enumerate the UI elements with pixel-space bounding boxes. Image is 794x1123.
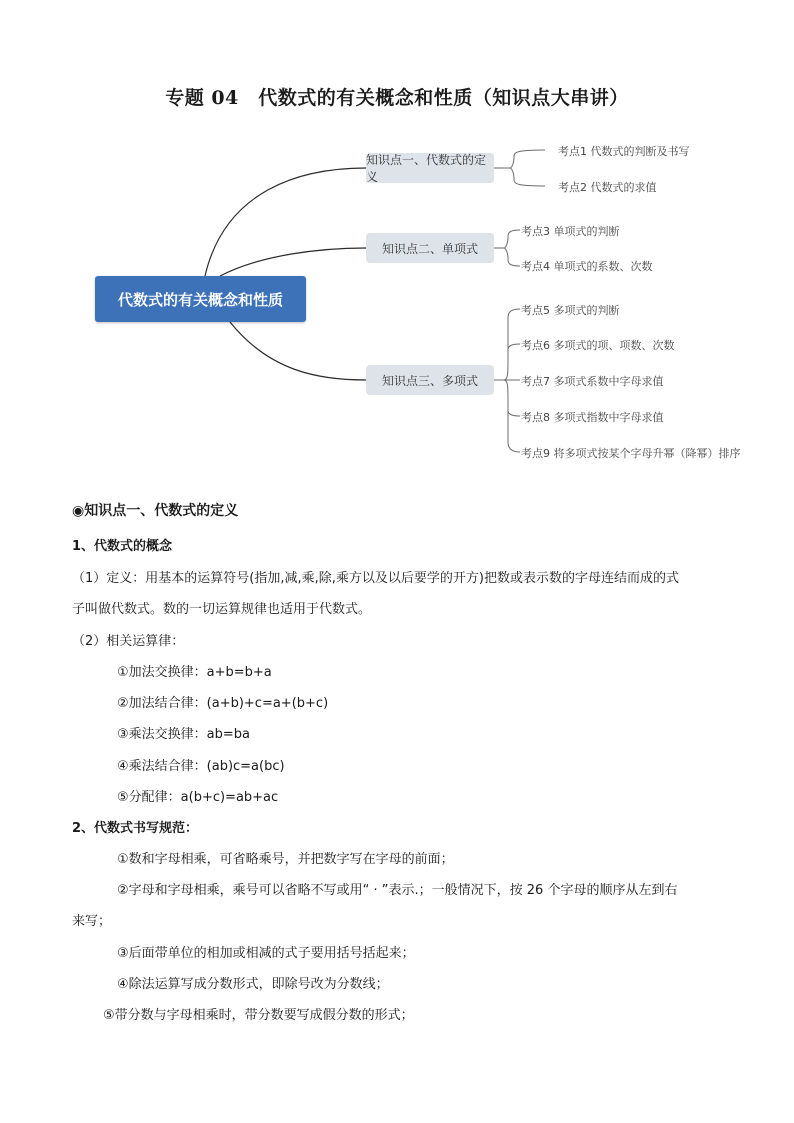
definition-line-2: 子叫做代数式。数的一切运算规律也适用于代数式。 bbox=[72, 602, 372, 617]
subsection-heading: 2、代数式书写规范： bbox=[72, 821, 199, 836]
mindmap-leaf: 考点5 多项式的判断 bbox=[521, 304, 620, 317]
mindmap-leaf: 考点6 多项式的项、项数、次数 bbox=[521, 339, 675, 352]
law-item: ④乘法结合律：(ab)c=a(bc) bbox=[117, 759, 285, 774]
rule-item: ②字母和字母相乘，乘号可以省略不写或用“ · ”表示.；一般情况下，按 26 个字母的顺序从左到右 bbox=[117, 883, 678, 898]
law-item: ③乘法交换律：ab=ba bbox=[117, 727, 250, 742]
connector-root-branch1 bbox=[205, 168, 366, 276]
rule-item-continuation: 来写； bbox=[72, 914, 112, 929]
rule-item: ④除法运算写成分数形式，即除号改为分数线； bbox=[117, 977, 389, 992]
rule-item: ③后面带单位的相加或相减的式子要用括号括起来； bbox=[117, 946, 415, 961]
law-item: ②加法结合律：(a+b)+c=a+(b+c) bbox=[117, 696, 329, 711]
connector-root-branch2 bbox=[220, 248, 366, 276]
rule-item: ①数和字母相乘，可省略乘号，并把数字写在字母的前面； bbox=[117, 852, 454, 867]
mindmap-leaf: 考点4 单项式的系数、次数 bbox=[521, 260, 653, 273]
law-item: ⑤分配律：a(b+c)=ab+ac bbox=[117, 790, 279, 805]
mindmap-branch-3: 知识点三、多项式 bbox=[366, 365, 494, 395]
mindmap-leaf: 考点2 代数式的求值 bbox=[558, 181, 657, 194]
mindmap-root: 代数式的有关概念和性质 bbox=[95, 276, 306, 322]
page-title: 专题 04 代数式的有关概念和性质（知识点大串讲） bbox=[165, 87, 629, 109]
mindmap-leaf: 考点3 单项式的判断 bbox=[521, 225, 620, 238]
definition-line-1: （1）定义：用基本的运算符号(指加,减,乘,除,乘方以及以后要学的开方)把数或表示数的字母连结而成的式 bbox=[72, 571, 679, 586]
mindmap-branch-2: 知识点二、单项式 bbox=[366, 233, 494, 263]
rule-item: ⑤带分数与字母相乘时，带分数要写成假分数的形式； bbox=[103, 1008, 414, 1023]
law-item: ①加法交换律：a+b=b+a bbox=[117, 665, 272, 680]
laws-heading: （2）相关运算律： bbox=[72, 634, 185, 649]
mindmap-leaf: 考点9 将多项式按某个字母升幂（降幂）排序 bbox=[521, 447, 741, 460]
mindmap-leaf: 考点1 代数式的判断及书写 bbox=[558, 145, 690, 158]
mindmap-leaf: 考点8 多项式指数中字母求值 bbox=[521, 411, 664, 424]
mindmap-branch-1: 知识点一、代数式的定义 bbox=[366, 153, 494, 183]
connector-root-branch3 bbox=[230, 322, 366, 380]
section-heading: ◉知识点一、代数式的定义 bbox=[72, 503, 239, 519]
subsection-heading: 1、代数式的概念 bbox=[72, 539, 173, 554]
mindmap-leaf: 考点7 多项式系数中字母求值 bbox=[521, 375, 664, 388]
